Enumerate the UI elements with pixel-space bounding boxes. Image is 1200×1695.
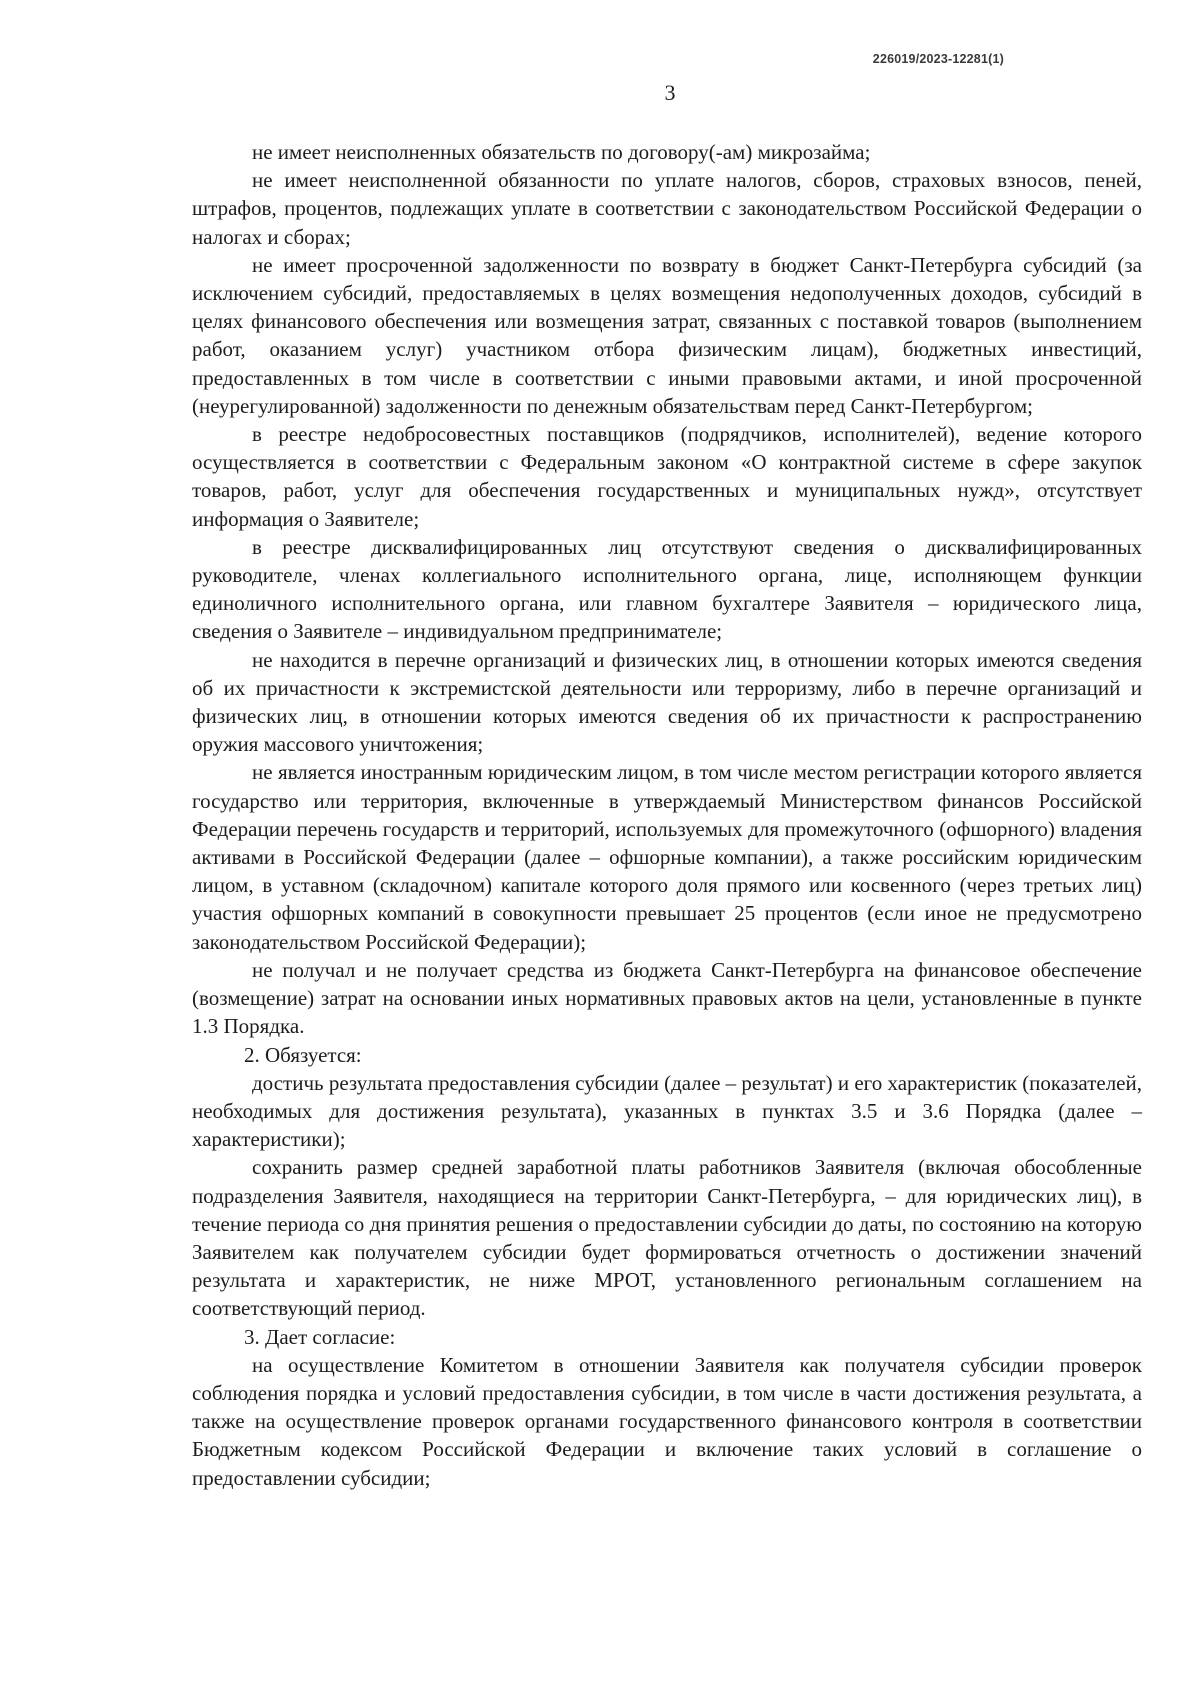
section-heading-obligations: 2. Обязуется: — [244, 1042, 362, 1067]
paragraph-inspection-consent: на осуществление Комитетом в отношении Заявителя как получателя субсидии проверок соблюдения порядка и условий предоставления субсидии, в том числе в части достижения результата, а также на осуществление проверок органами государственного финансового контроля в соответствии Бюджетным кодексом Российской Федерации и включение таких условий в соглашение о предоставлении субсидии; — [192, 1352, 1142, 1490]
section-heading-consent: 3. Дает согласие: — [244, 1324, 396, 1349]
paragraph-unfair-suppliers-registry: в реестре недобросовестных поставщиков (подрядчиков, исполнителей), ведение которого осуществляется в соответствии с Федеральным законом «О контрактной системе в сфере закупок товаров, работ, услуг для обеспечения государственных и муниципальных нужд», отсутствует информация о Заявителе; — [192, 422, 1142, 531]
paragraph-microloan-obligations: не имеет неисполненных обязательств по договору(-ам) микрозайма; — [252, 140, 871, 164]
document-registration-number: 226019/2023-12281(1) — [872, 52, 1004, 66]
paragraph-extremism-list: не находится в перечне организаций и физических лиц, в отношении которых имеются сведения об их причастности к экстремистской деятельности или терроризму, либо в перечне организаций и физических лиц, в отношении которых имеются сведения об их причастности к распространению оружия массового уничтожения; — [192, 647, 1142, 757]
document-body — [192, 138, 1142, 1492]
paragraph-other-budget-funds: не получал и не получает средства из бюджета Санкт-Петербурга на финансовое обеспечение (возмещение) затрат на основании иных нормативных правовых актов на цели, установленные в пункте 1.3 Порядка. — [192, 957, 1142, 1039]
paragraph-foreign-entity: не является иностранным юридическим лицом, в том числе местом регистрации которого является государство или территория, включенные в утверждаемый Министерством финансов Российской Федерации перечень государств и территорий, используемых для промежуточного (офшорного) владения активами в Российской Федерации (далее – офшорные компании), а также российским юридическим лицом, в уставном (складочном) капитале которого доля прямого или косвенного (через третьих лиц) участия офшорных компаний в совокупности превышает 25 процентов (если иное не предусмотрено законодательством Российской Федерации); — [192, 760, 1142, 954]
paragraph-achieve-result: достичь результата предоставления субсидии (далее – результат) и его характеристик (показателей, необходимых для достижения результата), указанных в пунктах 3.5 и 3.6 Порядка (далее – характеристики); — [192, 1070, 1142, 1152]
paragraph-disqualified-persons-registry: в реестре дисквалифицированных лиц отсутствуют сведения о дисквалифицированных руководителе, членах коллегиального исполнительного органа, лице, исполняющем функции единоличного исполнительного органа, или главном бухгалтере Заявителя – юридического лица, сведения о Заявителе – индивидуальном предпринимателе; — [192, 534, 1142, 644]
paragraph-tax-obligations: не имеет неисполненной обязанности по уплате налогов, сборов, страховых взносов, пеней, штрафов, процентов, подлежащих уплате в соответствии с законодательством Российской Федерации о налогах и сборах; — [192, 168, 1142, 249]
paragraph-average-salary: сохранить размер средней заработной платы работников Заявителя (включая обособленные подразделения Заявителя, находящиеся на территории Санкт-Петербурга, – для юридических лиц), в течение периода со дня принятия решения о предоставлении субсидии до даты, по состоянию на которую Заявителем как получателем субсидии будет формироваться отчетность о достижении значений результата и характеристик, не ниже МРОТ, установленного региональным соглашением на соответствующий период. — [192, 1155, 1142, 1321]
paragraph-overdue-debt: не имеет просроченной задолженности по возврату в бюджет Санкт-Петербурга субсидий (за исключением субсидий, предоставляемых в целях возмещения недополученных доходов, субсидий в целях финансового обеспечения или возмещения затрат, связанных с поставкой товаров (выполнением работ, оказанием услуг) участником отбора физическим лицам), бюджетных инвестиций, предоставленных в том числе в соответствии с иными правовыми актами, и иной просроченной (неурегулированной) задолженности по денежным обязательствам перед Санкт-Петербургом; — [192, 252, 1142, 418]
page-number: 3 — [664, 80, 676, 105]
